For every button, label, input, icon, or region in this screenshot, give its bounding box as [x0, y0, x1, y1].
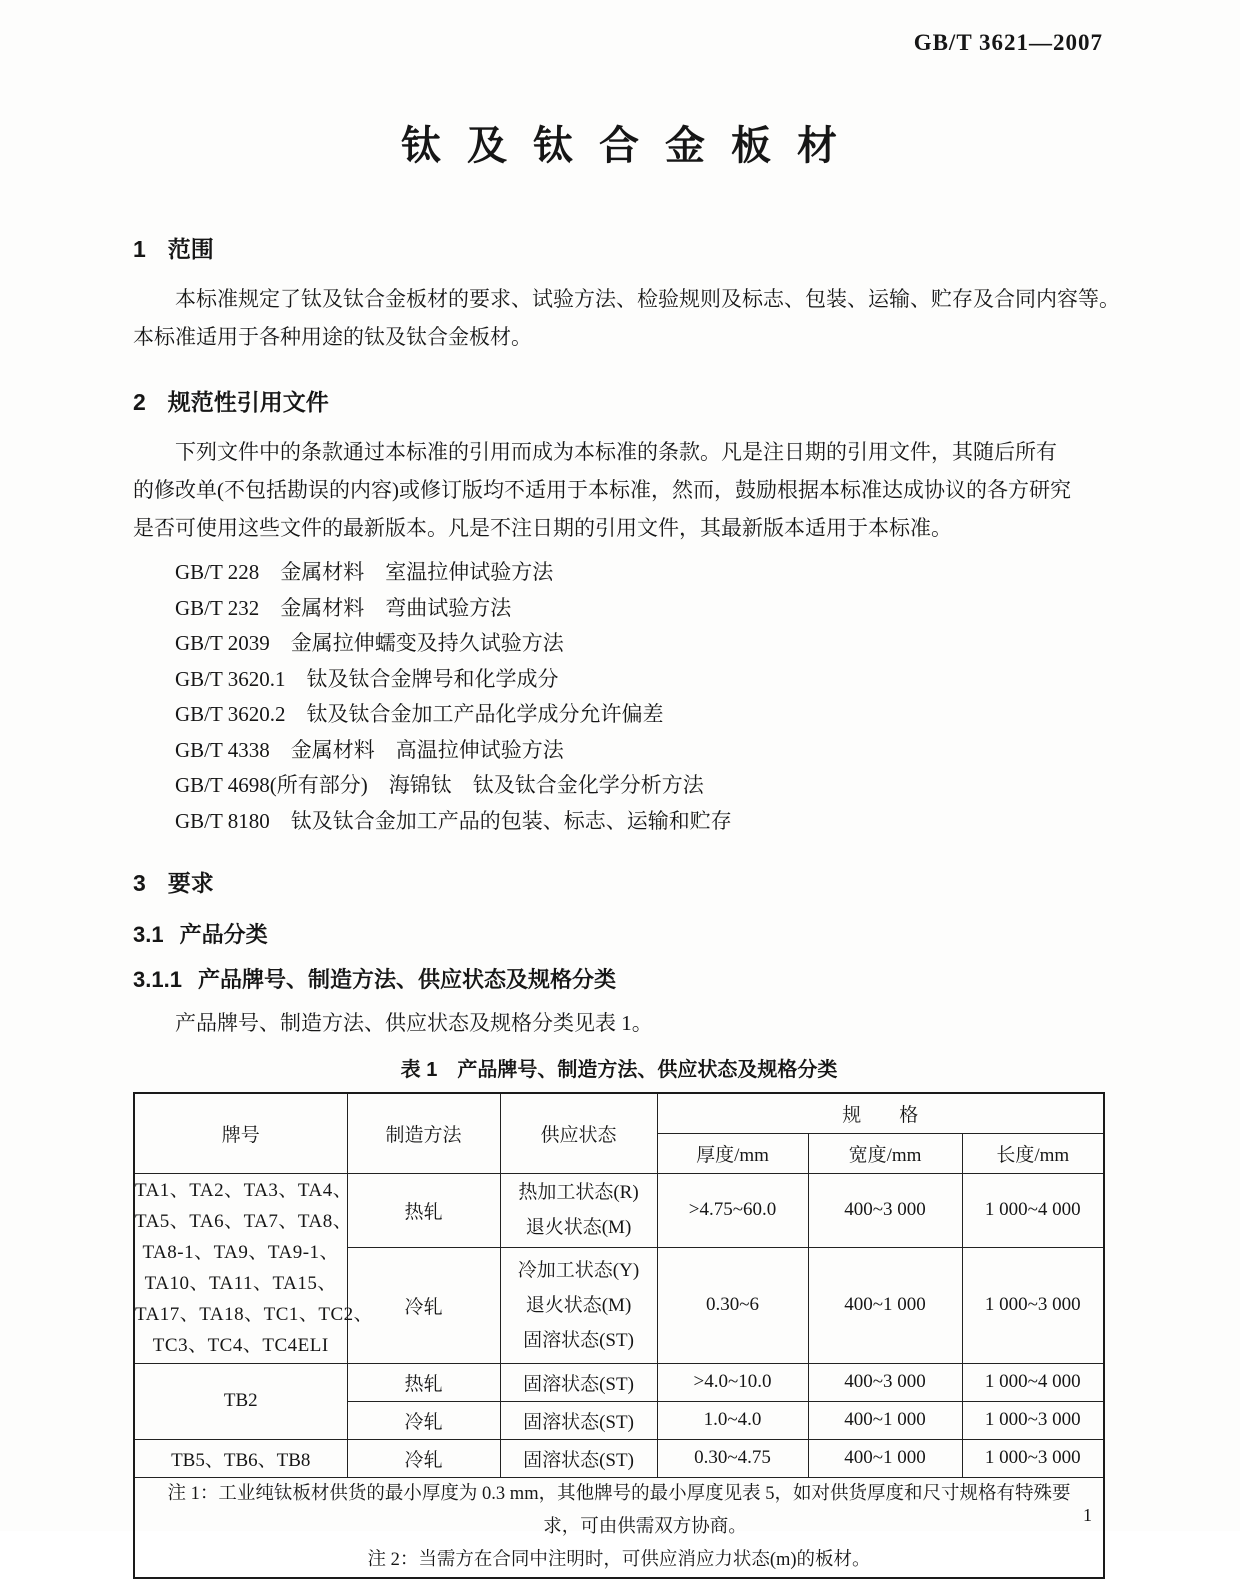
state-line: 热加工状态(R) — [518, 1182, 639, 1203]
cell-method: 冷轧 — [347, 1247, 500, 1363]
reference-item: GB/T 228 金属材料 室温拉伸试验方法 — [175, 560, 554, 584]
table-1-caption: 表 1 产品牌号、制造方法、供应状态及规格分类 — [400, 1059, 838, 1081]
cell-grade: TB2 — [134, 1363, 347, 1439]
cell-thickness: 1.0~4.0 — [657, 1401, 808, 1439]
table-row — [134, 1173, 1104, 1247]
section-3-1-title: 产品分类 — [179, 922, 268, 947]
table-1 — [133, 1092, 1105, 1579]
section-1-number: 1 — [133, 236, 146, 262]
col-header-length: 长度/mm — [962, 1133, 1104, 1173]
cell-thickness: >4.75~60.0 — [657, 1173, 808, 1247]
cell-state: 固溶状态(ST) — [500, 1401, 657, 1439]
section-3-number: 3 — [133, 870, 146, 896]
section-1-title: 范围 — [167, 236, 214, 262]
col-header-method: 制造方法 — [347, 1093, 500, 1173]
grade-line: TC3、TC4、TC4ELI — [152, 1335, 329, 1356]
reference-item: GB/T 3620.1 钛及钛合金牌号和化学成分 — [175, 666, 559, 691]
cell-width: 400~3 000 — [808, 1363, 962, 1401]
section-3-heading — [133, 865, 1105, 898]
reference-item: GB/T 2039 金属拉伸蠕变及持久试验方法 — [175, 631, 564, 655]
cell-method: 冷轧 — [347, 1439, 500, 1477]
section-1-paragraph — [133, 280, 1120, 356]
cell-state: 固溶状态(ST) — [500, 1439, 657, 1477]
note-line: 注 1：工业纯钛板材供货的最小厚度为 0.3 mm，其他牌号的最小厚度见表 5，如对供货厚度和尺寸规格有特殊要 — [167, 1483, 1071, 1504]
cell-state: 固溶状态(ST) — [500, 1363, 657, 1401]
state-line: 冷加工状态(Y) — [517, 1259, 640, 1281]
grade-line: TA8-1、TA9、TA9-1、 — [142, 1242, 340, 1263]
grade-line: TA5、TA6、TA7、TA8、 — [135, 1211, 353, 1232]
col-header-spec: 规 格 — [657, 1093, 1104, 1133]
document-title: 钛及钛合金板材 — [401, 124, 863, 168]
table-notes-row — [134, 1477, 1104, 1578]
cell-method: 冷轧 — [347, 1401, 500, 1439]
col-header-state: 供应状态 — [500, 1093, 657, 1173]
paragraph-line: 本标准适用于各种用途的钛及钛合金板材。 — [133, 325, 532, 349]
cell-width: 400~3 000 — [808, 1173, 962, 1247]
section-3-title: 要求 — [167, 870, 214, 896]
cell-thickness: 0.30~4.75 — [657, 1439, 808, 1477]
reference-item: GB/T 232 金属材料 弯曲试验方法 — [175, 595, 512, 620]
section-3-1-1-paragraph: 产品牌号、制造方法、供应状态及规格分类见表 1。 — [175, 1011, 653, 1035]
table-notes — [134, 1477, 1104, 1578]
cell-length: 1 000~3 000 — [962, 1247, 1104, 1363]
cell-grade — [134, 1173, 374, 1363]
section-2-title: 规范性引用文件 — [167, 389, 329, 415]
cell-thickness: >4.0~10.0 — [657, 1363, 808, 1401]
col-header-width: 宽度/mm — [808, 1133, 962, 1173]
section-2-paragraph — [133, 433, 1105, 547]
cell-width: 400~1 000 — [808, 1401, 962, 1439]
section-1-heading — [133, 231, 1105, 264]
cell-length: 1 000~4 000 — [962, 1173, 1104, 1247]
col-header-grade: 牌号 — [134, 1093, 347, 1173]
section-3-1-heading — [133, 918, 1105, 949]
page-number: 1 — [1083, 1505, 1092, 1525]
document-page — [133, 0, 1120, 1579]
cell-state — [500, 1173, 657, 1247]
standard-number: GB/T 3621—2007 — [913, 30, 1103, 55]
reference-item: GB/T 4698(所有部分) 海锦钛 钛及钛合金化学分析方法 — [175, 773, 704, 797]
cell-length: 1 000~3 000 — [962, 1439, 1104, 1477]
section-3-1-number: 3.1 — [133, 922, 164, 947]
grade-line: TA17、TA18、TC1、TC2、 — [135, 1304, 374, 1325]
cell-thickness: 0.30~6 — [657, 1247, 808, 1363]
state-line: 退火状态(M) — [525, 1217, 632, 1238]
cell-width: 400~1 000 — [808, 1439, 962, 1477]
cell-width: 400~1 000 — [808, 1247, 962, 1363]
grade-line: TA10、TA11、TA15、 — [144, 1273, 337, 1294]
reference-item: GB/T 4338 金属材料 高温拉伸试验方法 — [175, 737, 564, 762]
table-row — [134, 1363, 1104, 1401]
reference-item: GB/T 3620.2 钛及钛合金加工产品化学成分允许偏差 — [175, 702, 664, 726]
col-header-thickness: 厚度/mm — [657, 1133, 808, 1173]
section-3-1-1-heading — [133, 963, 1105, 994]
cell-state — [500, 1247, 657, 1363]
table-row — [134, 1439, 1104, 1477]
reference-list — [133, 555, 1105, 839]
paragraph-line: 本标准规定了钛及钛合金板材的要求、试验方法、检验规则及标志、包装、运输、贮存及合同内容等。 — [175, 287, 1120, 311]
paragraph-line: 下列文件中的条款通过本标准的引用而成为本标准的条款。凡是注日期的引用文件，其随后所有 — [175, 440, 1057, 464]
section-2-heading — [133, 384, 1105, 417]
cell-method: 热轧 — [347, 1173, 500, 1247]
state-line: 固溶状态(ST) — [523, 1329, 634, 1351]
note-line: 求，可由供需双方协商。 — [543, 1516, 747, 1537]
cell-grade: TB5、TB6、TB8 — [134, 1439, 347, 1477]
section-3-1-1-title: 产品牌号、制造方法、供应状态及规格分类 — [197, 967, 616, 992]
grade-line: TA1、TA2、TA3、TA4、 — [135, 1180, 353, 1201]
cell-length: 1 000~3 000 — [962, 1401, 1104, 1439]
state-line: 退火状态(M) — [525, 1294, 632, 1316]
title-row — [133, 114, 1105, 171]
cell-method: 热轧 — [347, 1363, 500, 1401]
table-header-row — [134, 1093, 1104, 1133]
cell-length: 1 000~4 000 — [962, 1363, 1104, 1401]
section-3-1-1-number: 3.1.1 — [133, 967, 182, 992]
paragraph-line: 是否可使用这些文件的最新版本。凡是不注日期的引用文件，其最新版本适用于本标准。 — [133, 516, 952, 540]
note-line: 注 2：当需方在合同中注明时，可供应消应力状态(m)的板材。 — [367, 1549, 871, 1570]
paragraph-line: 的修改单(不包括勘误的内容)或修订版均不适用于本标准，然而，鼓励根据本标准达成协议的各方研究 — [133, 478, 1071, 502]
section-2-number: 2 — [133, 389, 146, 415]
reference-item: GB/T 8180 钛及钛合金加工产品的包装、标志、运输和贮存 — [175, 808, 732, 833]
